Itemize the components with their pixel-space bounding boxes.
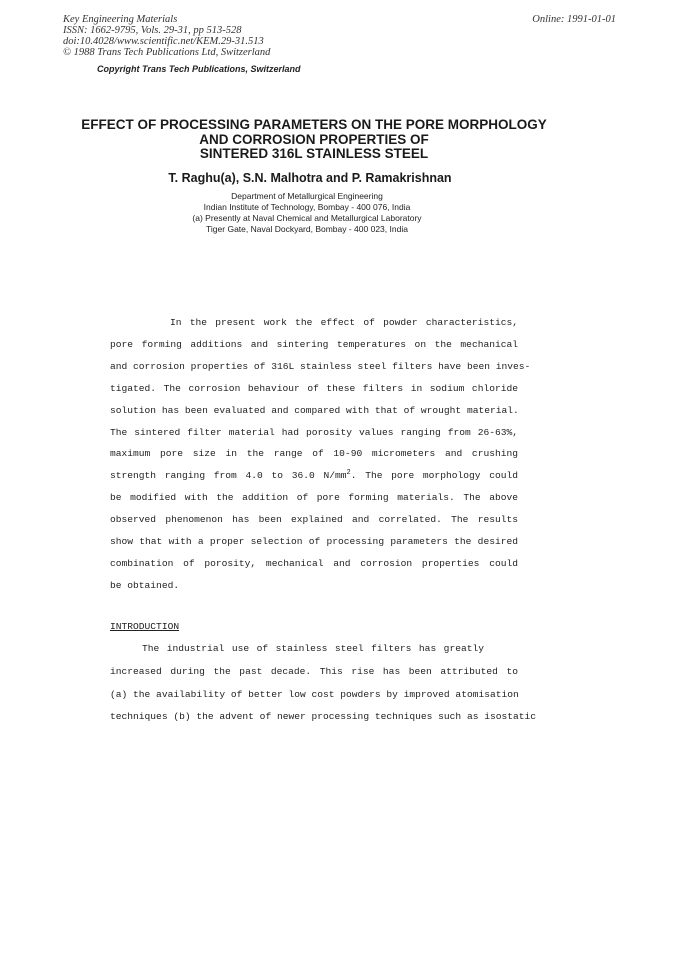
- abstract-line: be modified with the addition of pore forming materials. The above: [110, 492, 518, 504]
- abstract-line: be obtained.: [110, 579, 180, 591]
- abstract-line: combination of porosity, mechanical and corrosion properties could: [110, 557, 518, 569]
- units-superscript: 2: [346, 469, 351, 478]
- journal-doi[interactable]: doi:10.4028/www.scientific.net/KEM.29-31.513: [63, 36, 264, 47]
- authors-text: T. Raghu(a), S.N. Malhotra and P. Ramakrishnan: [168, 171, 452, 185]
- affiliation-line: Indian Institute of Technology, Bombay - 400 076, India: [203, 202, 411, 212]
- section-heading-introduction: INTRODUCTION: [110, 621, 180, 632]
- abstract-line: solution has been evaluated and compared with that of wrought material.: [110, 404, 519, 416]
- intro-line: (a) the availability of better low cost powders by improved atomisation: [110, 688, 519, 700]
- title-line: EFFECT OF PROCESSING PARAMETERS ON THE PORE MORPHOLOGY: [81, 117, 547, 132]
- abstract-line: maximum pore size in the range of 10-90 micrometers and crushing: [110, 448, 518, 460]
- publisher-copyright: Copyright Trans Tech Publications, Switzerland: [97, 64, 301, 74]
- abstract-line: In the present work the effect of powder characteristics,: [170, 317, 518, 328]
- abstract-line-part: . The pore morphology could: [350, 470, 518, 482]
- intro-line: techniques (b) the advent of newer processing techniques such as isostatic: [110, 711, 537, 723]
- introduction-body: [110, 638, 537, 729]
- author-list: [0, 171, 678, 185]
- abstract-line: and corrosion properties of 316L stainless steel filters have been inves-: [110, 360, 531, 372]
- abstract-line: show that with a proper selection of processing parameters the desired: [110, 536, 518, 548]
- affiliation-line: (a) Presently at Naval Chemical and Metallurgical Laboratory: [192, 213, 422, 223]
- paper-title: [0, 118, 678, 162]
- journal-issn: ISSN: 1662-9795, Vols. 29-31, pp 513-528: [63, 25, 242, 36]
- online-date: Online: 1991-01-01: [532, 14, 616, 25]
- affiliation-line: Department of Metallurgical Engineering: [231, 191, 383, 201]
- affiliation-line: Tiger Gate, Naval Dockyard, Bombay - 400 023, India: [206, 224, 408, 234]
- title-line: SINTERED 316L STAINLESS STEEL: [199, 146, 429, 161]
- intro-line: increased during the past decade. This rise has been attributed to: [110, 665, 518, 677]
- abstract: [110, 312, 531, 597]
- affiliation-block: [0, 191, 678, 235]
- title-line: AND CORROSION PROPERTIES OF: [199, 131, 429, 147]
- abstract-line-with-superscript: [110, 465, 518, 487]
- abstract-line: pore forming additions and sintering temperatures on the mechanical: [110, 338, 518, 350]
- journal-copyright: © 1988 Trans Tech Publications Ltd, Switzerland: [63, 47, 271, 58]
- abstract-line: tigated. The corrosion behaviour of these filters in sodium chloride: [110, 382, 518, 394]
- journal-name: Key Engineering Materials: [63, 14, 178, 25]
- journal-header: [63, 14, 270, 58]
- intro-line: The industrial use of stainless steel filters has greatly: [142, 643, 484, 654]
- abstract-line: observed phenomenon has been explained and correlated. The results: [110, 514, 518, 526]
- abstract-line: The sintered filter material had porosity values ranging from 26-63%,: [110, 426, 518, 438]
- abstract-line-part: strength ranging from 4.0 to 36.0 N/mm: [110, 470, 347, 482]
